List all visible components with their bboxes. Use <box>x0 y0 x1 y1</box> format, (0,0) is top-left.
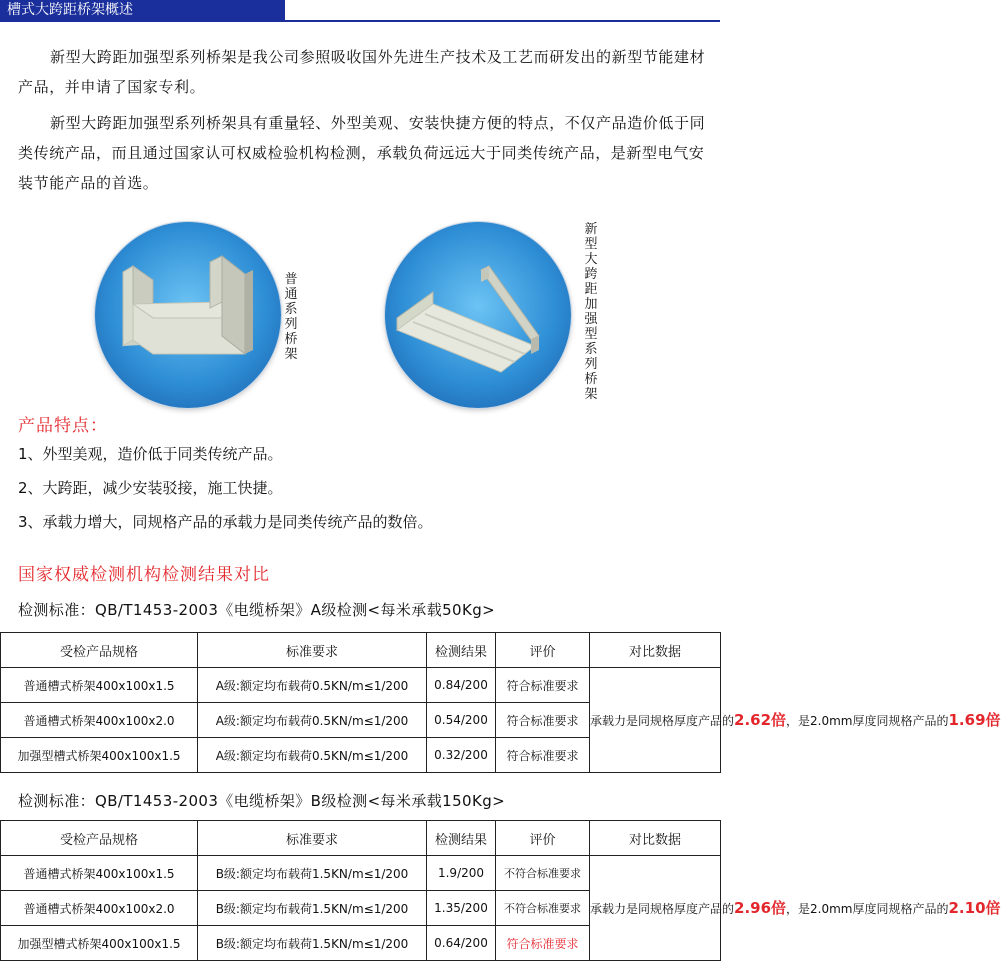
cell-result: 0.64/200 <box>427 926 496 961</box>
features-list <box>18 444 708 546</box>
standard-a-label: 检测标准：QB/T1453-2003《电缆桥架》A级检测<每米承载50Kg> <box>18 601 496 619</box>
feature-item: 2、大跨距，减少安装驳接，施工快捷。 <box>18 479 283 497</box>
intro-paragraph-2: 新型大跨距加强型系列桥架具有重量轻、外型美观、安装快捷方便的特点，不仅产品造价低于同类传统产品，而且通过国家认可权威检验机构检测，承载负荷远远大于同类传统产品，是新型电气安装节能产品的首选。 <box>18 114 706 192</box>
reinforced-tray-image <box>385 222 571 408</box>
cable-tray-standard-icon <box>95 222 281 408</box>
cell-spec: 加强型槽式桥架400x100x1.5 <box>1 926 198 961</box>
cell-evaluation: 不符合标准要求 <box>496 891 590 926</box>
intro-paragraph-1: 新型大跨距加强型系列桥架是我公司参照吸收国外先进生产技术及工艺而研发出的新型节能建材产品，并申请了国家专利。 <box>18 48 706 96</box>
cell-spec: 普通槽式桥架400x100x1.5 <box>1 668 198 703</box>
col-header-requirement: 标准要求 <box>198 821 427 856</box>
compare-text-2: ，是2.0mm厚度同规格产品的 <box>786 901 949 916</box>
header-bar <box>0 0 720 22</box>
cell-compare <box>590 668 1001 773</box>
results-table-a <box>0 632 1001 773</box>
cell-evaluation: 符合标准要求 <box>496 738 590 773</box>
standard-tray-caption: 普通系列桥架 <box>284 272 298 362</box>
cell-result: 1.35/200 <box>427 891 496 926</box>
cell-spec: 普通槽式桥架400x100x2.0 <box>1 891 198 926</box>
compare-value-2: 2.10倍 <box>948 898 1001 917</box>
test-results-title: 国家权威检测机构检测结果对比 <box>18 565 270 585</box>
cell-evaluation: 不符合标准要求 <box>496 856 590 891</box>
header-underline <box>0 20 720 22</box>
cell-result: 0.32/200 <box>427 738 496 773</box>
cell-spec: 普通槽式桥架400x100x2.0 <box>1 703 198 738</box>
standard-b-label: 检测标准：QB/T1453-2003《电缆桥架》B级检测<每米承载150Kg> <box>18 792 506 810</box>
cell-result: 1.9/200 <box>427 856 496 891</box>
table-header-row <box>1 821 721 856</box>
standard-tray-image <box>95 222 281 408</box>
cell-compare <box>590 856 1001 961</box>
cell-spec: 加强型槽式桥架400x100x1.5 <box>1 738 198 773</box>
cell-requirement: B级:额定均布载荷1.5KN/m≤1/200 <box>198 891 427 926</box>
col-header-evaluation: 评价 <box>496 821 590 856</box>
features-title: 产品特点： <box>18 416 108 436</box>
col-header-result: 检测结果 <box>427 821 496 856</box>
cell-requirement: A级:额定均布载荷0.5KN/m≤1/200 <box>198 668 427 703</box>
col-header-result: 检测结果 <box>427 633 496 668</box>
table-header-row <box>1 633 721 668</box>
page-title: 槽式大跨距桥架概述 <box>7 2 133 18</box>
cell-result: 0.84/200 <box>427 668 496 703</box>
table-row <box>1 856 721 891</box>
col-header-spec: 受检产品规格 <box>1 821 198 856</box>
cell-requirement: B级:额定均布载荷1.5KN/m≤1/200 <box>198 926 427 961</box>
feature-item: 3、承载力增大，同规格产品的承载力是同类传统产品的数倍。 <box>18 513 433 531</box>
reinforced-tray-caption: 新型大跨距加强型系列桥架 <box>584 222 598 402</box>
col-header-evaluation: 评价 <box>496 633 590 668</box>
cell-requirement: A级:额定均布载荷0.5KN/m≤1/200 <box>198 703 427 738</box>
compare-value-1: 2.96倍 <box>734 898 787 917</box>
cell-evaluation: 符合标准要求 <box>496 703 590 738</box>
compare-value-1: 2.62倍 <box>734 710 787 729</box>
cell-evaluation: 符合标准要求 <box>496 668 590 703</box>
col-header-compare: 对比数据 <box>590 633 721 668</box>
compare-text-1: 承载力是同规格厚度产品的 <box>590 901 735 916</box>
cell-requirement: A级:额定均布载荷0.5KN/m≤1/200 <box>198 738 427 773</box>
feature-item: 1、外型美观，造价低于同类传统产品。 <box>18 445 283 463</box>
results-table-b <box>0 820 1001 961</box>
col-header-compare: 对比数据 <box>590 821 721 856</box>
compare-text-1: 承载力是同规格厚度产品的 <box>590 713 735 728</box>
table-row <box>1 668 721 703</box>
cell-spec: 普通槽式桥架400x100x1.5 <box>1 856 198 891</box>
compare-text-2: ，是2.0mm厚度同规格产品的 <box>786 713 949 728</box>
compare-value-2: 1.69倍 <box>948 710 1001 729</box>
cell-result: 0.54/200 <box>427 703 496 738</box>
cell-evaluation: 符合标准要求 <box>496 926 590 961</box>
col-header-requirement: 标准要求 <box>198 633 427 668</box>
col-header-spec: 受检产品规格 <box>1 633 198 668</box>
cable-tray-reinforced-icon <box>385 222 571 408</box>
cell-requirement: B级:额定均布载荷1.5KN/m≤1/200 <box>198 856 427 891</box>
